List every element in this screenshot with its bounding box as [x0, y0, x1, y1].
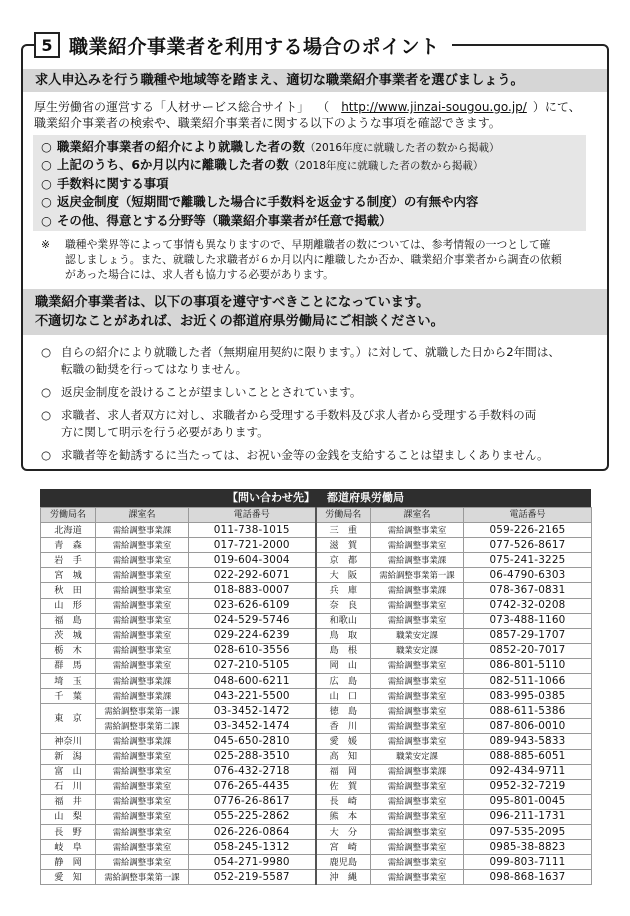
- phone-cell: 0985-38-8823: [464, 840, 592, 855]
- table-row: [41, 764, 592, 779]
- phone-cell: 018-883-0007: [189, 583, 316, 598]
- note-mark: ※: [41, 238, 51, 251]
- contact-table-heading: [40, 489, 591, 507]
- section-cell: 需給調整事業第一課: [96, 704, 189, 719]
- table-row: [41, 643, 592, 658]
- prefecture-cell: 沖 縄: [316, 870, 371, 885]
- table-row: [41, 704, 592, 719]
- prefecture-cell: 岩 手: [41, 553, 96, 568]
- phone-cell: 03-3452-1472: [189, 704, 316, 719]
- phone-cell: 019-604-3004: [189, 553, 316, 568]
- section-cell: 需給調整事業室: [371, 809, 464, 824]
- check-item: [41, 175, 586, 193]
- column-header: 電話番号: [464, 508, 592, 523]
- phone-cell: 098-868-1637: [464, 870, 592, 885]
- rule-item: [41, 447, 601, 464]
- table-row: [41, 613, 592, 628]
- prefecture-cell: 北海道: [41, 523, 96, 538]
- prefecture-cell: 愛 知: [41, 870, 96, 885]
- section-cell: 需給調整事業室: [371, 719, 464, 734]
- circle-mark: ○: [41, 385, 52, 399]
- prefecture-cell: 福 井: [41, 794, 96, 809]
- phone-cell: 025-288-3510: [189, 749, 316, 764]
- prefecture-cell: 兵 庫: [316, 583, 371, 598]
- prefecture-cell: 埼 玉: [41, 674, 96, 689]
- section-cell: 需給調整事業室: [96, 613, 189, 628]
- prefecture-cell: 長 崎: [316, 794, 371, 809]
- prefecture-cell: 山 形: [41, 598, 96, 613]
- section-cell: 需給調整事業室: [96, 658, 189, 673]
- prefecture-cell: 石 川: [41, 779, 96, 794]
- prefecture-cell: 奈 良: [316, 598, 371, 613]
- check-item: [41, 193, 586, 211]
- section-cell: 需給調整事業室: [371, 674, 464, 689]
- prefecture-cell: 徳 島: [316, 704, 371, 719]
- section-cell: 需給調整事業室: [371, 855, 464, 870]
- section-cell: 需給調整事業室: [96, 764, 189, 779]
- prefecture-cell: 茨 城: [41, 628, 96, 643]
- section-cell: 需給調整事業室: [371, 523, 464, 538]
- intro-paragraph: [34, 99, 600, 131]
- prefecture-cell: 山 梨: [41, 809, 96, 824]
- rule-text: [61, 447, 549, 464]
- circle-mark: ○: [41, 194, 52, 210]
- note-paragraph: [41, 237, 596, 282]
- rule-item: [41, 407, 601, 441]
- phone-cell: 043-221-5500: [189, 689, 316, 704]
- table-row: [41, 809, 592, 824]
- prefecture-cell: 京 都: [316, 553, 371, 568]
- prefecture-cell: 山 口: [316, 689, 371, 704]
- phone-cell: 029-224-6239: [189, 628, 316, 643]
- phone-cell: 045-650-2810: [189, 734, 316, 749]
- table-row: [41, 855, 592, 870]
- prefecture-cell: 千 葉: [41, 689, 96, 704]
- column-header: 労働局名: [316, 508, 371, 523]
- section-cell: 需給調整事業課: [96, 523, 189, 538]
- table-row: [41, 583, 592, 598]
- circle-mark: ○: [41, 448, 52, 462]
- phone-cell: 011-738-1015: [189, 523, 316, 538]
- table-row: [41, 628, 592, 643]
- phone-cell: 024-529-5746: [189, 613, 316, 628]
- phone-cell: 023-626-6109: [189, 598, 316, 613]
- phone-cell: 058-245-1312: [189, 840, 316, 855]
- phone-cell: 088-885-6051: [464, 749, 592, 764]
- section-number: 5: [34, 32, 60, 58]
- section-cell: 需給調整事業課: [371, 583, 464, 598]
- prefecture-cell: 滋 賀: [316, 538, 371, 553]
- column-header: 課室名: [371, 508, 464, 523]
- section-cell: 需給調整事業室: [96, 538, 189, 553]
- section-cell: 需給調整事業室: [371, 824, 464, 839]
- phone-cell: 082-511-1066: [464, 674, 592, 689]
- section-cell: 需給調整事業室: [96, 840, 189, 855]
- section-cell: 需給調整事業室: [371, 538, 464, 553]
- section-cell: 需給調整事業室: [96, 643, 189, 658]
- section-cell: 需給調整事業第一課: [371, 568, 464, 583]
- check-items-list: [33, 135, 586, 231]
- phone-cell: 0952-32-7219: [464, 779, 592, 794]
- phone-cell: 055-225-2862: [189, 809, 316, 824]
- intro-text-2: ）にて、: [532, 100, 581, 114]
- phone-cell: 077-526-8617: [464, 538, 592, 553]
- section-cell: 需給調整事業室: [371, 689, 464, 704]
- section-cell: 需給調整事業室: [371, 870, 464, 885]
- table-row: [41, 523, 592, 538]
- check-item-text: 職業紹介事業者の紹介により就職した者の数: [57, 139, 305, 154]
- prefecture-cell: 青 森: [41, 538, 96, 553]
- contact-table: [40, 507, 592, 885]
- prefecture-cell: 高 知: [316, 749, 371, 764]
- section-cell: 需給調整事業室: [371, 734, 464, 749]
- note-line: 職種や業界等によって事情も異なりますので、早期離職者の数については、参考情報の一つとして確: [65, 238, 551, 251]
- phone-cell: 087-806-0010: [464, 719, 592, 734]
- rule-line: 転職の勧奨を行ってはなりません。: [61, 362, 248, 376]
- circle-mark: ○: [41, 139, 52, 154]
- check-item: [41, 156, 586, 174]
- circle-mark: ○: [41, 408, 52, 422]
- phone-cell: 096-211-1731: [464, 809, 592, 824]
- table-row: [41, 840, 592, 855]
- note-line: があった場合には、求人者も協力する必要があります。: [65, 268, 334, 281]
- phone-cell: 03-3452-1474: [189, 719, 316, 734]
- check-item-text: 手数料に関する事項: [57, 175, 169, 191]
- compliance-banner: [23, 289, 607, 335]
- rule-text: [61, 384, 362, 401]
- rule-line: 返戻金制度を設けることが望ましいこととされています。: [61, 385, 362, 399]
- prefecture-cell: 神奈川: [41, 734, 96, 749]
- rule-text: [61, 407, 536, 441]
- prefecture-cell: 島 根: [316, 643, 371, 658]
- advice-banner: 求人申込みを行う職種や地域等を踏まえ、適切な職業紹介事業者を選びましょう。: [23, 69, 607, 92]
- section-cell: 需給調整事業室: [96, 628, 189, 643]
- prefecture-cell: 熊 本: [316, 809, 371, 824]
- phone-cell: 048-600-6211: [189, 674, 316, 689]
- prefecture-cell: 佐 賀: [316, 779, 371, 794]
- section-cell: 需給調整事業室: [96, 749, 189, 764]
- table-row: [41, 689, 592, 704]
- prefecture-cell: 福 岡: [316, 764, 371, 779]
- section-cell: 需給調整事業室: [96, 583, 189, 598]
- section-cell: 需給調整事業室: [96, 809, 189, 824]
- section-cell: 需給調整事業室: [371, 779, 464, 794]
- section-cell: 需給調整事業室: [96, 598, 189, 613]
- section-cell: 需給調整事業室: [96, 568, 189, 583]
- circle-mark: ○: [41, 157, 52, 173]
- phone-cell: 099-803-7111: [464, 855, 592, 870]
- section-cell: 需給調整事業課: [371, 553, 464, 568]
- phone-cell: 078-367-0831: [464, 583, 592, 598]
- phone-cell: 06-4790-6303: [464, 568, 592, 583]
- table-row: [41, 824, 592, 839]
- contact-table-header-row: [41, 508, 592, 523]
- phone-cell: 0857-29-1707: [464, 628, 592, 643]
- site-url-link[interactable]: http://www.jinzai-sougou.go.jp/: [341, 100, 527, 114]
- section-title-text: 職業紹介事業者を利用する場合のポイント: [69, 35, 440, 58]
- rule-line: 自らの紹介により就職した者（無期雇用契約に限ります。）に対して、就職した日から2年間は、: [61, 345, 560, 359]
- rule-text: [61, 344, 560, 378]
- table-row: [41, 568, 592, 583]
- prefecture-cell: 静 岡: [41, 855, 96, 870]
- column-header: 課室名: [96, 508, 189, 523]
- phone-cell: 017-721-2000: [189, 538, 316, 553]
- prefecture-cell: 岐 阜: [41, 840, 96, 855]
- note-line: 認しましょう。また、就職した求職者が６か月以内に離職したか否か、職業紹介事業者から調査の依頼: [65, 253, 562, 266]
- column-header: 電話番号: [189, 508, 316, 523]
- phone-cell: 0776-26-8617: [189, 794, 316, 809]
- rules-list: [41, 344, 601, 470]
- circle-mark: ○: [41, 212, 52, 228]
- prefecture-cell: 長 野: [41, 824, 96, 839]
- compliance-banner-line: 職業紹介事業者は、以下の事項を遵守すべきことになっています。: [35, 295, 430, 310]
- prefecture-cell: 秋 田: [41, 583, 96, 598]
- check-item: [41, 138, 586, 156]
- section-cell: 需給調整事業室: [371, 613, 464, 628]
- section-cell: 職業安定課: [371, 643, 464, 658]
- check-item-note: （2016年度に就職した者の数から掲載）: [304, 142, 500, 154]
- phone-cell: 028-610-3556: [189, 643, 316, 658]
- phone-cell: 073-488-1160: [464, 613, 592, 628]
- section-cell: 需給調整事業課: [371, 764, 464, 779]
- phone-cell: 054-271-9980: [189, 855, 316, 870]
- rule-line: 求職者等を勧誘するに当たっては、お祝い金等の金銭を支給することは望ましくありません。: [61, 448, 549, 462]
- rule-line: 求職者、求人者双方に対し、求職者から受理する手数料及び求人者から受理する手数料の両: [61, 408, 537, 422]
- phone-cell: 076-432-2718: [189, 764, 316, 779]
- section-cell: 需給調整事業室: [371, 840, 464, 855]
- prefecture-cell: 東 京: [41, 704, 96, 734]
- rule-line: 方に関して明示を行う必要があります。: [61, 425, 269, 439]
- check-item-note: （2018年度に就職した者の数から掲載）: [288, 160, 484, 173]
- phone-cell: 052-219-5587: [189, 870, 316, 885]
- prefecture-cell: 広 島: [316, 674, 371, 689]
- table-row: [41, 719, 592, 734]
- prefecture-cell: 宮 崎: [316, 840, 371, 855]
- contact-heading-2: 都道府県労働局: [327, 491, 404, 504]
- check-item-text: その他、得意とする分野等（職業紹介事業者が任意で掲載）: [57, 212, 392, 228]
- table-row: [41, 553, 592, 568]
- table-row: [41, 749, 592, 764]
- section-cell: 需給調整事業課: [96, 689, 189, 704]
- section-title: [34, 30, 452, 60]
- section-cell: 需給調整事業室: [96, 824, 189, 839]
- phone-cell: 095-801-0045: [464, 794, 592, 809]
- circle-mark: ○: [41, 175, 52, 191]
- table-row: [41, 674, 592, 689]
- table-row: [41, 598, 592, 613]
- section-cell: 需給調整事業室: [96, 553, 189, 568]
- contact-heading: 【問い合わせ先】: [227, 491, 315, 504]
- table-row: [41, 870, 592, 885]
- prefecture-cell: 宮 城: [41, 568, 96, 583]
- prefecture-cell: 香 川: [316, 719, 371, 734]
- phone-cell: 086-801-5110: [464, 658, 592, 673]
- section-cell: 需給調整事業室: [96, 794, 189, 809]
- phone-cell: 022-292-6071: [189, 568, 316, 583]
- intro-paren-open: （: [323, 100, 330, 114]
- prefecture-cell: 富 山: [41, 764, 96, 779]
- prefecture-cell: 鳥 取: [316, 628, 371, 643]
- section-cell: 需給調整事業室: [371, 658, 464, 673]
- table-row: [41, 658, 592, 673]
- table-row: [41, 779, 592, 794]
- phone-cell: 026-226-0864: [189, 824, 316, 839]
- rule-item: [41, 384, 601, 401]
- column-header: 労働局名: [41, 508, 96, 523]
- intro-text-1: 厚生労働省の運営する「人材サービス総合サイト」: [34, 100, 310, 114]
- check-item-text: 返戻金制度（短期間で離職した場合に手数料を返金する制度）の有無や内容: [57, 194, 479, 210]
- phone-cell: 075-241-3225: [464, 553, 592, 568]
- phone-cell: 092-434-9711: [464, 764, 592, 779]
- phone-cell: 027-210-5105: [189, 658, 316, 673]
- section-cell: 職業安定課: [371, 749, 464, 764]
- check-item-text: 上記のうち、6か月以内に離職した者の数: [57, 157, 289, 173]
- table-row: [41, 538, 592, 553]
- prefecture-cell: 福 島: [41, 613, 96, 628]
- phone-cell: 097-535-2095: [464, 824, 592, 839]
- section-cell: 需給調整事業課: [96, 734, 189, 749]
- section-cell: 需給調整事業室: [96, 779, 189, 794]
- table-row: [41, 794, 592, 809]
- phone-cell: 059-226-2165: [464, 523, 592, 538]
- section-cell: 需給調整事業第一課: [96, 870, 189, 885]
- section-cell: 需給調整事業室: [371, 704, 464, 719]
- table-row: [41, 734, 592, 749]
- prefecture-cell: 鹿児島: [316, 855, 371, 870]
- section-cell: 需給調整事業室: [371, 598, 464, 613]
- phone-cell: 083-995-0385: [464, 689, 592, 704]
- phone-cell: 076-265-4435: [189, 779, 316, 794]
- prefecture-cell: 栃 木: [41, 643, 96, 658]
- phone-cell: 088-611-5386: [464, 704, 592, 719]
- section-cell: 需給調整事業課: [96, 674, 189, 689]
- rule-item: [41, 344, 601, 378]
- section-cell: 需給調整事業第二課: [96, 719, 189, 734]
- section-cell: 需給調整事業室: [371, 794, 464, 809]
- prefecture-cell: 群 馬: [41, 658, 96, 673]
- phone-cell: 0742-32-0208: [464, 598, 592, 613]
- prefecture-cell: 大 分: [316, 824, 371, 839]
- phone-cell: 089-943-5833: [464, 734, 592, 749]
- prefecture-cell: 大 阪: [316, 568, 371, 583]
- compliance-banner-line: 不適切なことがあれば、お近くの都道府県労働局にご相談ください。: [35, 314, 444, 329]
- prefecture-cell: 岡 山: [316, 658, 371, 673]
- prefecture-cell: 愛 媛: [316, 734, 371, 749]
- phone-cell: 0852-20-7017: [464, 643, 592, 658]
- prefecture-cell: 新 潟: [41, 749, 96, 764]
- circle-mark: ○: [41, 345, 52, 359]
- check-item: [41, 212, 586, 230]
- intro-text-3: 職業紹介事業者の検索や、職業紹介事業者に関する以下のような事項を確認できます。: [34, 116, 501, 130]
- prefecture-cell: 三 重: [316, 523, 371, 538]
- prefecture-cell: 和歌山: [316, 613, 371, 628]
- section-cell: 需給調整事業室: [96, 855, 189, 870]
- section-cell: 職業安定課: [371, 628, 464, 643]
